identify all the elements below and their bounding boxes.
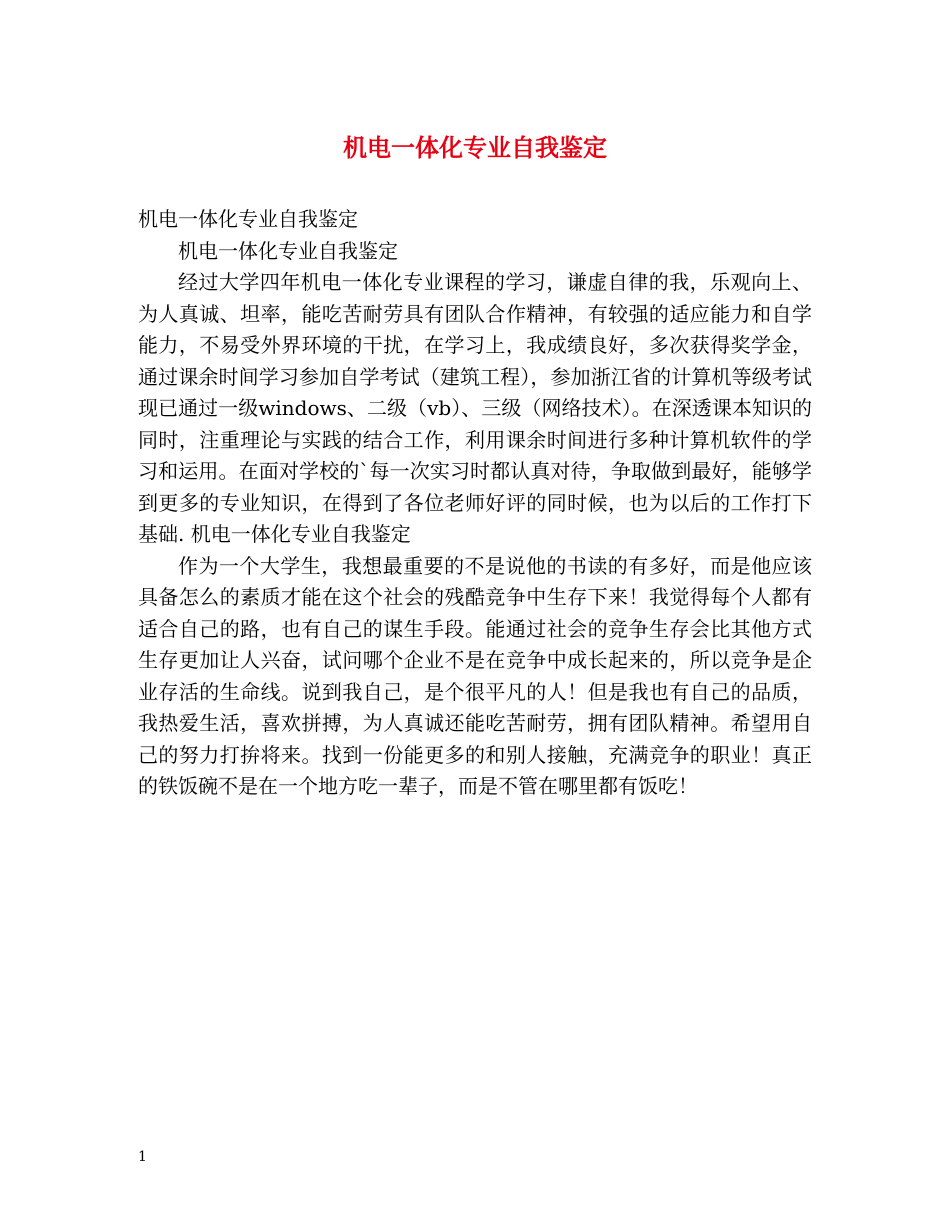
document-title: 机电一体化专业自我鉴定 bbox=[343, 133, 607, 162]
paragraph-2: 作为一个大学生，我想最重要的不是说他的书读的有多好，而是他应该具备怎么的素质才能在这个社会的残酷竞争中生存下来！我觉得每个人都有适合自己的路，也有自己的谋生手段。能通过社会的竞争生存会比其他方式生存更加让人兴奋，试问哪个企业不是在竞争中成长起来的，所以竞争是企业存活的生命线。说到我自己，是个很平凡的人！但是我也有自己的品质，我热爱生活，喜欢拼搏，为人真诚还能吃苦耐劳，拥有团队精神。希望用自己的努力打拚将来。找到一份能更多的和别人接触，充满竞争的职业！真正的铁饭碗不是在一个地方吃一辈子，而是不管在哪里都有饭吃！ bbox=[138, 553, 812, 798]
page-number: 1 bbox=[138, 1149, 147, 1165]
subheading-line: 机电一体化专业自我鉴定 bbox=[178, 238, 398, 263]
heading-line: 机电一体化专业自我鉴定 bbox=[138, 207, 358, 231]
document-body bbox=[138, 204, 812, 803]
paragraph-1: 经过大学四年机电一体化专业课程的学习，谦虚自律的我，乐观向上、为人真诚、坦率，能吃苦耐劳具有团队合作精神，有较强的适应能力和自学能力，不易受外界环境的干扰，在学习上，我成绩良好，多次获得奖学金，通过课余时间学习参加自学考试（建筑工程），参加浙江省的计算机等级考试现已通过一级windows、二级（vb）、三级（网络技术）。在深透课本知识的同时，注重理论与实践的结合工作，利用课余时间进行多种计算机软件的学习和运用。在面对学校的`每一次实习时都认真对待，争取做到最好，能够学到更多的专业知识，在得到了各位老师好评的同时候，也为以后的工作打下基础. 机电一体化专业自我鉴定 bbox=[138, 270, 812, 546]
